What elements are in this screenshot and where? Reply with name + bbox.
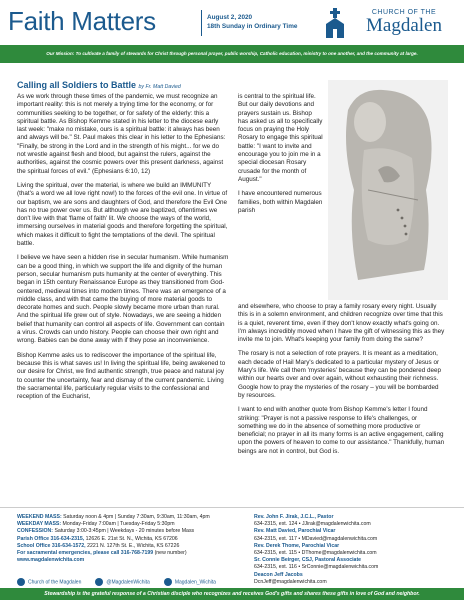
paragraph: I believe we have seen a hidden rise in secular humanism. While humanism can be a good thing, in which we support the life and dignity of the human person, secular humanism puts humanity at the center of everything. This began in 15th century Renaissance Europe as they transitioned from God-centered, medieval times into modern times. There was an emergence of a middle class, and with that came the buying of more material goods to decorate homes and such. People slowly became more urban than rural. And the spiritual life grew out of style. Nowadays, we are seeing a hidden belief that humanity can control all aspects of life. Government can contain a virus. Crowds can undo history. People can choose their own right and wrong. Babies can be done away with if they pose an inconvenience. <box>17 254 229 345</box>
footer-line: Parish Office 316-634-2315, 12626 E. 21st St. N., Wichita, KS 67206 <box>17 535 178 542</box>
staff-line: Rev. John F. Jirak, J.C.L., Pastor <box>254 514 334 520</box>
paragraph: Living the spiritual, over the material, is where we build an IMMUNITY (that's a word we all love right now!) to the forces of the evil one. In virtue of our baptism, we are sons and daughters of God, and therefore the Evil One has no true power over us. But although we are baptized, oftentimes we don't live with that 'flame of faith' lit. We choose the ways of the world, immersing ourselves in material goods and therefore forgetting the spiritual, which makes it difficult to fight the temptations of the devil. The spiritual battle. <box>17 181 228 248</box>
article-column-1 <box>17 93 229 407</box>
mass-times-contact <box>17 514 210 564</box>
church-name-small: CHURCH OF THE <box>371 9 437 16</box>
twitter-link[interactable]: @MagdalenWichita <box>95 578 149 586</box>
staff-line: Rev. Matt Davied, Parochial Vicar <box>254 528 336 535</box>
staff-line: Sr. Connie Beirger, CSJ, Pastoral Associate <box>254 557 362 564</box>
footer-line: WEEKDAY MASS: Monday-Friday 7:00am | Tuesday-Friday 5:30pm <box>17 521 175 528</box>
paragraph: is central to the spiritual life. But our daily devotions and prayers sustain us. Bishop has asked us all to specifically focus on praying the Holy Rosary to engage this spiritual battle: "I want to invite and encourage you to join me in a special diocesan Rosary crusade for the month of August." <box>238 93 323 183</box>
footer-divider <box>0 507 464 508</box>
paragraph: The rosary is not a selection of rote prayers. It is meant as a meditation, each decade of Hail Mary's dedicated to a particular mystery of Jesus or Mary's life. We call them 'mysteries' because they can be pondered deep within our hearts over and over again, without exhausting their richness. Google how to pray the mysteries of the rosary – you will be bombarded by resources. <box>238 350 441 399</box>
article-heading <box>17 80 181 90</box>
footer-line: WEEKEND MASS: Saturday noon & 4pm | Sunday 7:30am, 9:30am, 11:30am, 4pm <box>17 514 210 520</box>
article-column-2-top <box>238 93 323 221</box>
marian-statue-photo <box>328 80 448 300</box>
paragraph: Bishop Kemme asks us to rediscover the importance of the spiritual life, because this is what saves us! In living the spiritual life, being awakened to our desire for Christ, we find authentic strength, true peace and natural joy to counter the uncertainty, fear and dismay of the current pandemic. Living the sacramental life, particularly regular visits to the confessional and reception of the Eucharist, <box>17 351 226 401</box>
footer-line: CONFESSION: Saturday 3:00-3:45pm | Weekdays - 20 minutes before Mass <box>17 528 195 535</box>
staff-line: 634-2315, ext. 117 • MDavied@magdalenwichita.com <box>254 535 378 542</box>
staff-line: 634-2315, ext. 116 • SrConnie@magdalenwichita.com <box>254 564 379 571</box>
footer-line: School Office 316-634-1572, 2221 N. 127th St. E., Wichita, KS 67226 <box>17 542 180 549</box>
article-byline: by Fr. Matt Davied <box>138 84 181 90</box>
newsletter-title: Faith Matters <box>8 6 156 36</box>
church-name-big: Magdalen <box>366 15 442 36</box>
liturgical-day: 18th Sunday in Ordinary Time <box>207 23 298 30</box>
staff-line: Rev. Derek Thome, Parochial Vicar <box>254 542 340 549</box>
twitter-icon <box>95 578 103 586</box>
paragraph: I have encountered numerous families, both within Magdalen parish <box>238 190 323 214</box>
stewardship-banner: Stewardship is the grateful response of a Christian disciple who recognizes and receives God's gifts and shares these gifts in love of God and neighbor. <box>0 588 464 600</box>
website-link[interactable]: www.magdalenwichita.com <box>17 557 85 564</box>
church-logo-icon <box>324 8 346 38</box>
staff-line: 634-2315, ext. 124 • JJirak@magdalenwichita.com <box>254 521 371 528</box>
article-column-2-bottom <box>238 303 446 462</box>
footer-line: For sacramental emergencies, please call 316-768-7199 (new number) <box>17 550 187 557</box>
paragraph: and elsewhere, who choose to pray a family rosary every night. Usually this is in a solemn environment, and children recognize over time that this is a quiet, reverent time, even if they don't know exactly what's going on. I'm always incredibly moved when I have the gift of witnessing this as they invite me to join. What's keeping your family from doing the same? <box>238 303 445 344</box>
staff-line: 634-2315, ext. 115 • DThome@magdalenwichita.com <box>254 550 377 557</box>
article-title: Calling all Soldiers to Battle <box>17 80 137 90</box>
issue-date <box>207 13 297 31</box>
paragraph: As we work through these times of the pandemic, we must recognize an important reality: this is not merely a trying time for the economy, or for communities seeking to be together, or for safety of the elderly: this a spiritual battle. As Bishop Kemme stated in his letter to the diocese early last week: "make no mistake, ours is a spiritual battle: it always has been and always will be." St. Paul makes this clear in his letter to the Ephesians: "Finally, be strong in the Lord and in the strength of his might... for we do not wrestle against flesh and blood, but against the rulers, against the authorities, against the cosmic powers over this present darkness, against the spiritual forces of evil." (Ephesians 6:10, 12) <box>17 93 226 175</box>
facebook-icon <box>17 578 25 586</box>
instagram-link[interactable]: Magdalen_Wichita <box>164 578 216 586</box>
mission-banner: Our Mission: To cultivate a family of stewards for Christ through personal prayer, public worship, Catholic education, ministry to one another, and the community at large. <box>0 45 464 63</box>
church-name <box>350 9 458 36</box>
paragraph: I want to end with another quote from Bishop Kemme's letter I found striking: "Prayer is not a passive response to life's challenges, or something we do in the absence of something more productive or beneficial; no prayer in all its many forms is an active engagement, calling upon the powers of heaven to come to our assistance." Thankfully, human beings are not in control, but God is. <box>238 406 445 455</box>
facebook-link[interactable]: Church of the Magdalen <box>17 578 81 586</box>
social-links <box>17 578 216 586</box>
title-divider <box>201 10 202 36</box>
masthead <box>0 0 464 42</box>
instagram-icon <box>164 578 172 586</box>
staff-line: DcnJeff@magdalenwichita.com <box>254 578 327 585</box>
staff-line: Deacon Jeff Jacobs <box>254 571 303 578</box>
staff-contacts <box>254 514 378 586</box>
issue-date-line: August 2, 2020 <box>207 14 253 21</box>
